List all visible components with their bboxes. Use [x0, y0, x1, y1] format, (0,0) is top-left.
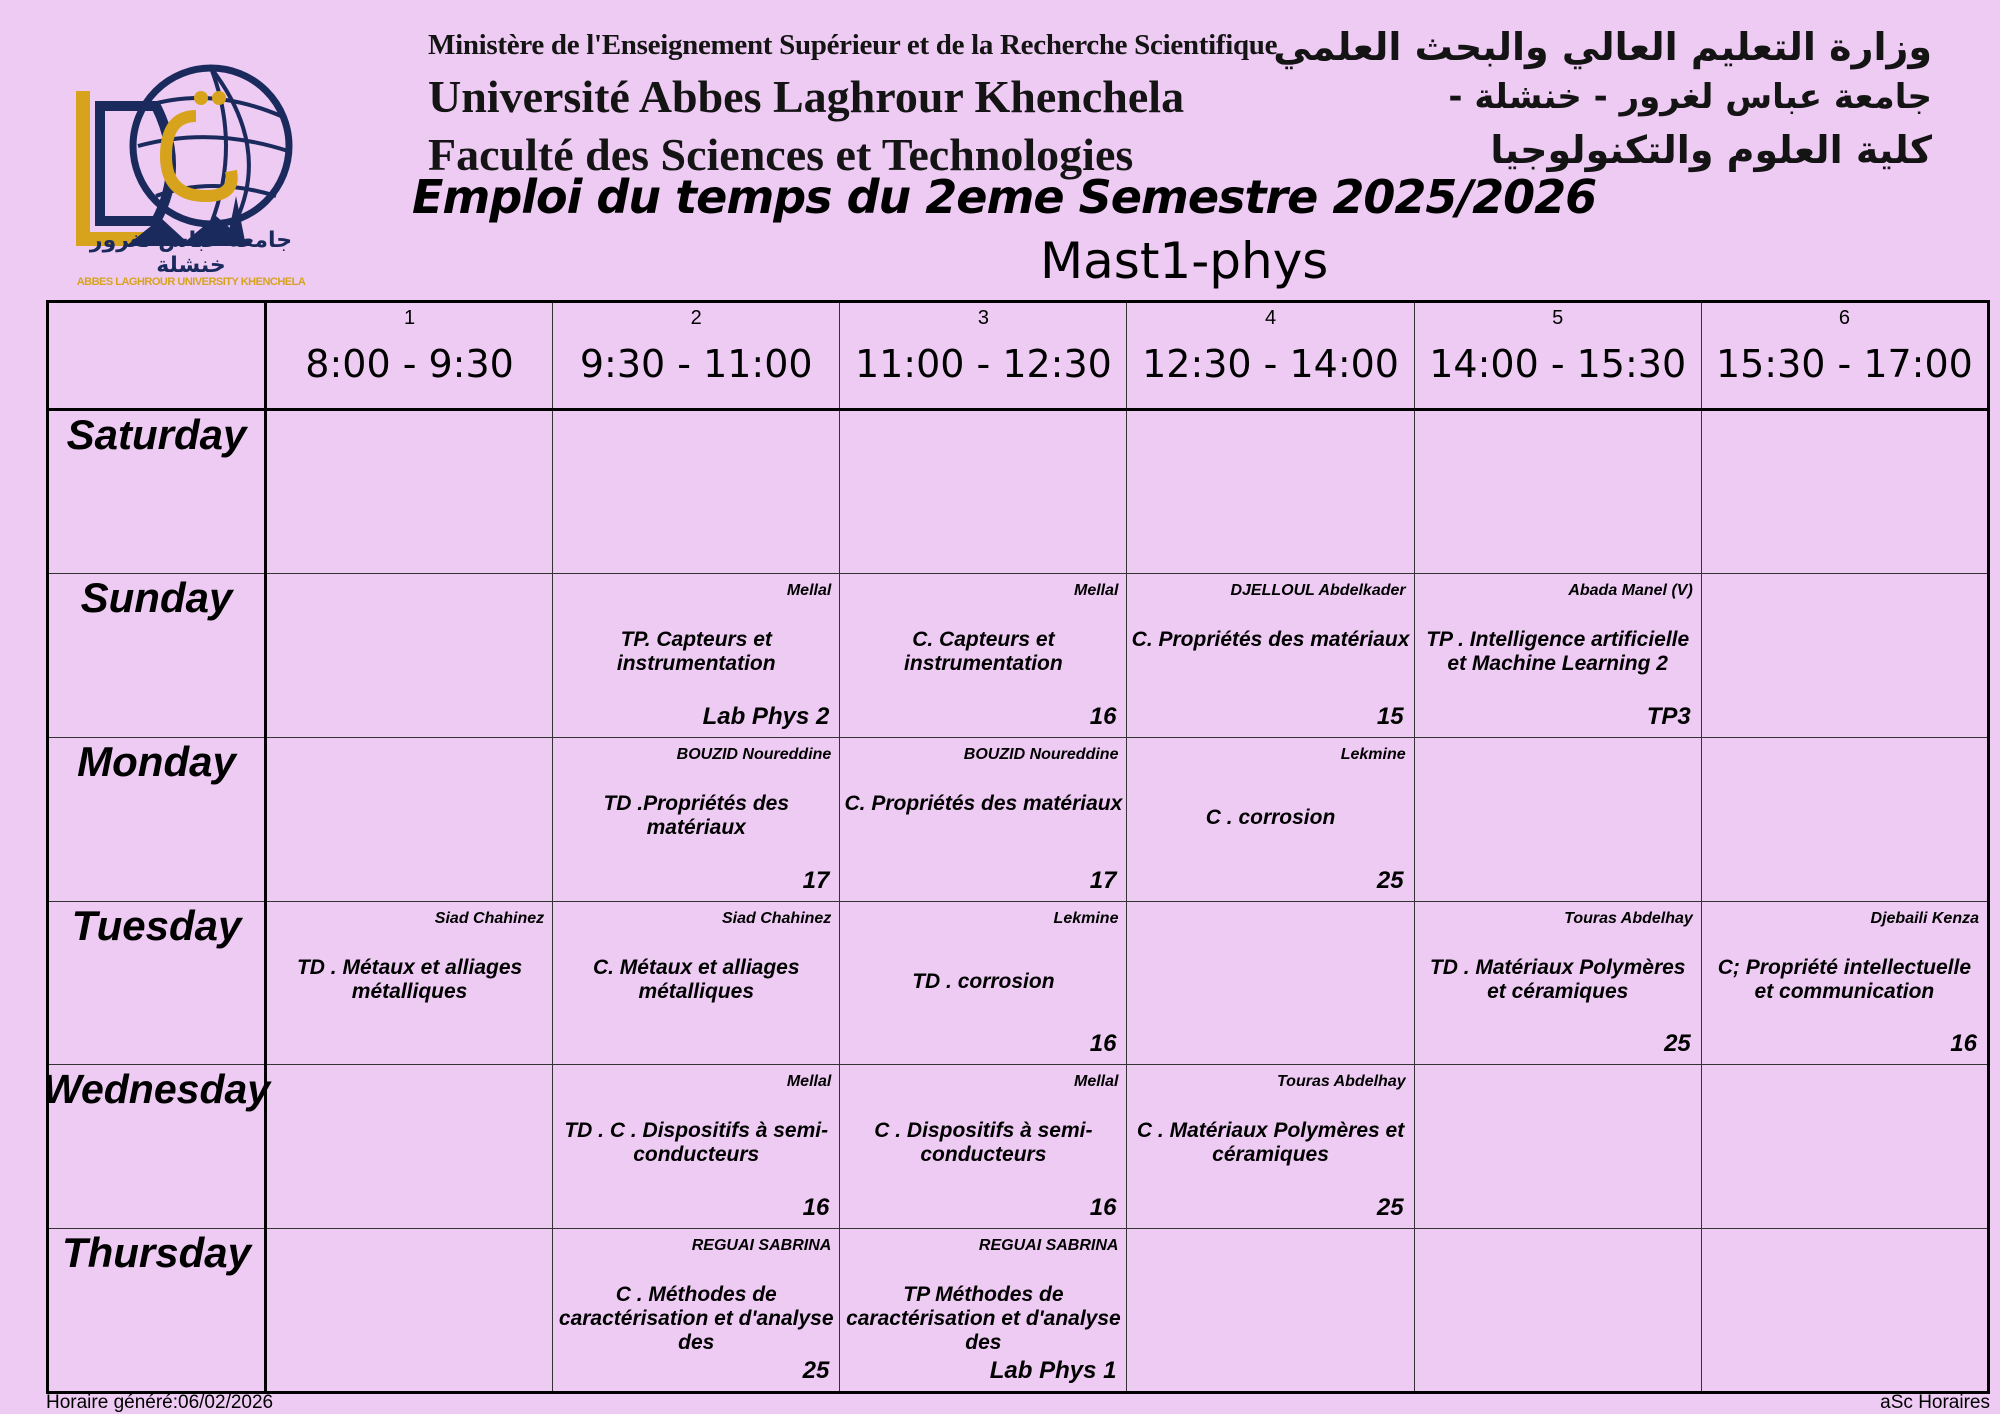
teacher-name: Mellal — [786, 582, 832, 600]
room-label: 16 — [1950, 1030, 1977, 1058]
timetable-cell[interactable] — [1701, 1229, 1988, 1393]
timetable-cell[interactable] — [1414, 1065, 1701, 1229]
timetable-cell[interactable] — [266, 737, 553, 901]
course-name: C; Propriété intellectuelle et communication — [1717, 955, 1971, 1003]
timetable-cell[interactable] — [1127, 901, 1414, 1065]
teacher-name: Lekmine — [1340, 745, 1406, 763]
period-header — [1127, 302, 1414, 410]
period-number: 5 — [1552, 307, 1564, 329]
timetable-cell[interactable] — [553, 410, 840, 574]
room-label: Lab Phys 1 — [989, 1357, 1117, 1384]
timetable-cell[interactable] — [266, 410, 553, 574]
period-number: 6 — [1838, 307, 1850, 329]
timetable-cell[interactable] — [553, 901, 840, 1065]
day-label-cell — [43, 1065, 271, 1229]
teacher-name: Lekmine — [1053, 909, 1119, 927]
period-time: 14:00 - 15:30 — [1429, 342, 1687, 386]
room-label: 16 — [802, 1194, 830, 1222]
timetable-cell[interactable] — [840, 901, 1127, 1065]
teacher-name: Touras Abdelhay — [1277, 1073, 1406, 1091]
day-row — [48, 574, 1989, 738]
day-label-cell — [48, 410, 266, 574]
header-arabic — [1273, 22, 1932, 178]
course-name: C . Dispositifs à semi-conducteurs — [874, 1119, 1093, 1167]
teacher-name: Touras Abdelhay — [1564, 909, 1693, 927]
timetable-cell[interactable] — [553, 737, 840, 901]
timetable-cell[interactable] — [1701, 410, 1988, 574]
timetable-cell[interactable] — [266, 1229, 553, 1393]
period-header — [1414, 302, 1701, 410]
period-time: 11:00 - 12:30 — [854, 342, 1112, 386]
timetable-cell[interactable] — [1414, 574, 1701, 738]
course-name: TP. Capteurs et instrumentation — [616, 628, 776, 676]
period-time: 15:30 - 17:00 — [1715, 342, 1973, 386]
day-label: Sunday — [80, 574, 233, 622]
teacher-name: Mellal — [1074, 1073, 1119, 1091]
teacher-name: REGUAI SABRINA — [691, 1237, 832, 1255]
day-row — [48, 410, 1989, 574]
timetable-cell[interactable] — [840, 410, 1127, 574]
course-name: TD . corrosion — [912, 969, 1055, 993]
timetable-cell[interactable] — [840, 737, 1127, 901]
period-number: 4 — [1264, 307, 1277, 329]
teacher-name: DJELLOUL Abdelkader — [1230, 582, 1406, 600]
faculty-ar: كلية العلوم والتكنولوجيا — [1490, 128, 1932, 172]
teacher-name: Mellal — [1074, 582, 1119, 600]
ministry-ar: وزارة التعليم العالي والبحث العلمي — [1273, 25, 1932, 69]
day-row — [48, 737, 1989, 901]
university-logo — [66, 46, 316, 294]
timetable-cell[interactable] — [266, 574, 553, 738]
faculty-fr: Faculté des Sciences et Technologies — [428, 129, 1134, 180]
day-label: Monday — [77, 737, 236, 785]
period-time: 8:00 - 9:30 — [305, 342, 514, 386]
teacher-name: Djebaili Kenza — [1870, 909, 1979, 927]
page-title: Emploi du temps du 2eme Semestre 2025/2026 — [412, 170, 1597, 224]
timetable-cell[interactable] — [840, 1065, 1127, 1229]
timetable-cell[interactable] — [1701, 737, 1988, 901]
day-row — [48, 1229, 1989, 1393]
timetable-cell[interactable] — [840, 1229, 1127, 1393]
timetable-cell[interactable] — [1127, 737, 1414, 901]
course-name: TP Méthodes de caractérisation et d'analyse des — [846, 1283, 1121, 1355]
course-name: TD .Propriétés des matériaux — [603, 791, 790, 839]
room-label: 17 — [1089, 866, 1117, 894]
timetable-cell[interactable] — [1127, 410, 1414, 574]
room-label: Lab Phys 2 — [702, 702, 830, 730]
period-number: 1 — [404, 307, 416, 329]
day-label-cell — [48, 737, 266, 901]
timetable-cell[interactable] — [1127, 574, 1414, 738]
timetable-cell[interactable] — [1701, 1065, 1988, 1229]
class-name: Mast1-phys — [1040, 232, 1329, 290]
logo-arabic-text: جامعة عباس لغرور خنشلة — [89, 228, 293, 278]
period-header — [1701, 302, 1988, 410]
period-number: 3 — [977, 307, 989, 329]
teacher-name: Abada Manel (V) — [1568, 582, 1693, 600]
teacher-name: Mellal — [786, 1073, 832, 1091]
timetable-cell[interactable] — [1701, 901, 1988, 1065]
timetable-cell[interactable] — [1701, 574, 1988, 738]
room-label: 25 — [1376, 866, 1404, 894]
period-time: 12:30 - 14:00 — [1142, 342, 1399, 386]
teacher-name: BOUZID Noureddine — [676, 745, 832, 763]
day-label-cell — [48, 1229, 266, 1393]
day-label: Wednesday — [43, 1066, 271, 1113]
timetable-cell[interactable] — [1127, 1065, 1414, 1229]
timetable-cell[interactable] — [1414, 410, 1701, 574]
room-label: 17 — [802, 866, 830, 894]
timetable-cell[interactable] — [266, 1065, 553, 1229]
course-name: C . Méthodes de caractérisation et d'analyse des — [558, 1283, 834, 1355]
header-french — [428, 22, 1277, 184]
course-name: TD . C . Dispositifs à semi-conducteurs — [564, 1119, 829, 1167]
room-label: 16 — [1089, 1194, 1117, 1222]
day-row — [48, 1065, 1989, 1229]
day-label-cell — [48, 901, 266, 1065]
period-header-row — [48, 302, 1989, 410]
day-label-cell — [48, 574, 266, 738]
course-name: TD . Matériaux Polymères et céramiques — [1429, 955, 1686, 1003]
course-name: TP . Intelligence artificielle et Machine Learning 2 — [1426, 628, 1690, 676]
timetable-cell[interactable] — [553, 1065, 840, 1229]
day-label: Tuesday — [71, 901, 242, 949]
course-name: C . Matériaux Polymères et céramiques — [1136, 1119, 1405, 1167]
timetable-cell[interactable] — [1127, 1229, 1414, 1393]
timetable-cell[interactable] — [1414, 901, 1701, 1065]
university-ar: جامعة عباس لغرور - خنشلة - — [1448, 77, 1932, 117]
day-row — [48, 901, 1989, 1065]
room-label: 15 — [1376, 702, 1404, 730]
course-name: TD . Métaux et alliages métalliques — [296, 955, 523, 1003]
room-label: 25 — [1376, 1194, 1404, 1222]
period-header — [553, 302, 840, 410]
room-label: 16 — [1089, 1030, 1117, 1058]
timetable-cell[interactable] — [840, 574, 1127, 738]
timetable-cell[interactable] — [553, 574, 840, 738]
course-name: C. Propriétés des matériaux — [844, 791, 1123, 815]
room-label: 25 — [1664, 1030, 1691, 1058]
timetable-cell[interactable] — [1414, 737, 1701, 901]
period-header — [266, 302, 553, 410]
course-name: C. Métaux et alliages métalliques — [592, 955, 800, 1003]
ministry-fr: Ministère de l'Enseignement Supérieur et de la Recherche Scientifique — [428, 29, 1278, 61]
room-label: 25 — [802, 1357, 830, 1384]
course-name: C . corrosion — [1205, 805, 1336, 829]
teacher-name: REGUAI SABRINA — [978, 1237, 1119, 1255]
timetable-cell[interactable] — [266, 901, 553, 1065]
teacher-name: BOUZID Noureddine — [963, 745, 1119, 763]
timetable — [43, 300, 1990, 1394]
university-fr: Université Abbes Laghrour Khenchela — [428, 71, 1185, 122]
timetable-cell[interactable] — [1414, 1229, 1701, 1393]
course-name: C. Capteurs et instrumentation — [904, 628, 1063, 676]
teacher-name: Siad Chahinez — [434, 909, 545, 927]
period-time: 9:30 - 11:00 — [579, 342, 813, 386]
software-credit: aSc Horaires — [1880, 1392, 1990, 1413]
day-label: Saturday — [66, 411, 247, 459]
logo-english-text: ABBES LAGHROUR UNIVERSITY KHENCHELA — [76, 276, 306, 288]
teacher-name: Siad Chahinez — [721, 909, 832, 927]
period-header — [840, 302, 1127, 410]
generated-date: Horaire généré:06/02/2026 — [46, 1392, 274, 1413]
day-label: Thursday — [61, 1229, 252, 1277]
room-label: TP3 — [1646, 702, 1691, 730]
room-label: 16 — [1089, 702, 1117, 730]
course-name: C. Propriétés des matériaux — [1131, 628, 1410, 652]
corner-cell — [48, 302, 266, 410]
period-number: 2 — [690, 307, 702, 329]
timetable-cell[interactable] — [553, 1229, 840, 1393]
